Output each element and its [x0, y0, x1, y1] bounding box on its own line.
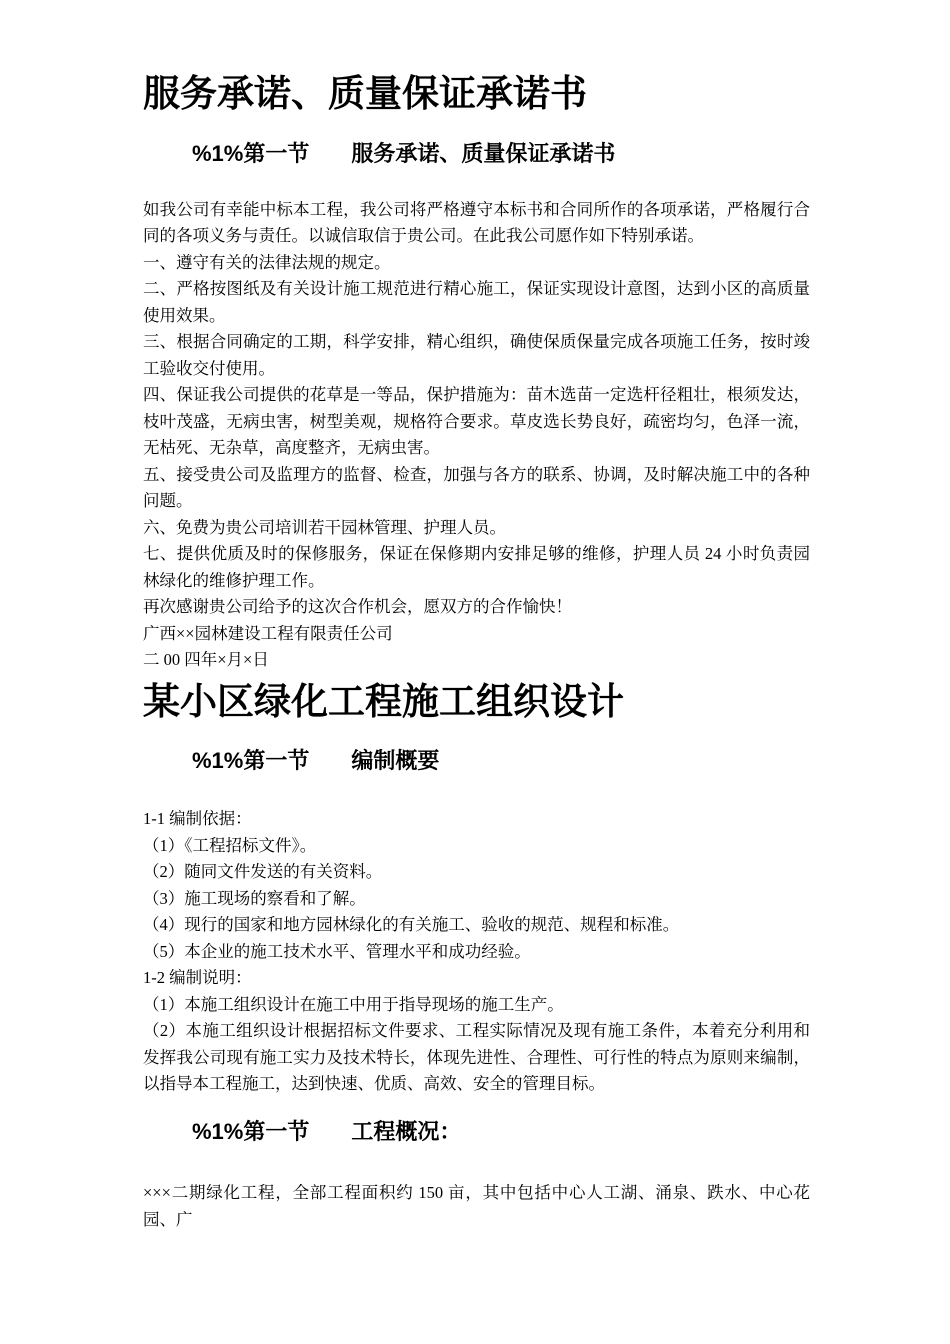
section-label: %1%第一节 [192, 748, 310, 774]
doc1-title: 服务承诺、质量保证承诺书 [143, 74, 587, 115]
paragraph: 六、免费为贵公司培训若干园林管理、护理人员。 [143, 517, 506, 537]
paragraph: 四、保证我公司提供的花草是一等品，保护措施为：苗木选苗一定选杆径粗壮，根须发达，枝叶茂盛，无病虫害，树型美观，规格符合要求。草皮选长势良好，疏密均匀，色泽一流，无枯死、无杂草，高度整齐，无病虫害。 [143, 385, 810, 458]
paragraph: 广西××园林建设工程有限责任公司 [143, 623, 393, 643]
paragraph: 1-2 编制说明： [143, 968, 252, 988]
paragraph: 五、接受贵公司及监理方的监督、检查，加强与各方的联系、协调，及时解决施工中的各种问题。 [143, 464, 810, 511]
paragraph: 七、提供优质及时的保修服务，保证在保修期内安排足够的维修，护理人员 24 小时负责园林绿化的维修护理工作。 [143, 544, 810, 590]
doc2-body [143, 806, 810, 1098]
doc2-overview [143, 1180, 810, 1233]
paragraph: 二、严格按图纸及有关设计施工规范进行精心施工，保证实现设计意图，达到小区的高质量使用效果。 [143, 279, 810, 325]
paragraph: （3）施工现场的察看和了解。 [143, 888, 366, 908]
section-label: %1%第一节 [192, 1118, 310, 1144]
section-label: %1%第一节 [192, 140, 310, 166]
doc1-section-heading [192, 140, 810, 169]
doc1-body [143, 197, 810, 674]
doc2-title: 某小区绿化工程施工组织设计 [143, 681, 624, 723]
section-title: 编制概要 [351, 748, 440, 774]
paragraph: 三、根据合同确定的工期，科学安排，精心组织，确使保质保量完成各项施工任务，按时竣工验收交付使用。 [143, 332, 810, 378]
paragraph: 再次感谢贵公司给予的这次合作机会，愿双方的合作愉快！ [143, 597, 572, 617]
paragraph: （5）本企业的施工技术水平、管理水平和成功经验。 [143, 941, 531, 961]
doc2-section2-heading [192, 1118, 810, 1147]
paragraph: ×××二期绿化工程，全部工程面积约 150 亩，其中包括中心人工湖、涌泉、跌水、中心花园、广 [143, 1183, 810, 1229]
doc2-section-heading [192, 747, 810, 776]
paragraph: （1）本施工组织设计在施工中用于指导现场的施工生产。 [143, 994, 564, 1014]
paragraph: 一、遵守有关的法律法规的规定。 [143, 252, 391, 272]
paragraph: 1-1 编制依据： [143, 809, 252, 829]
section-title: 服务承诺、质量保证承诺书 [351, 140, 616, 166]
section-title: 工程概况： [351, 1118, 462, 1144]
paragraph: （4）现行的国家和地方园林绿化的有关施工、验收的规范、规程和标准。 [143, 915, 680, 935]
paragraph: 二 00 四年×月×日 [143, 650, 269, 670]
paragraph: （2）本施工组织设计根据招标文件要求、工程实际情况及现有施工条件，本着充分利用和发挥我公司现有施工实力及技术特长，体现先进性、合理性、可行性的特点为原则来编制，以指导本工程施工，达到快速、优质、高效、安全的管理目标。 [143, 1021, 810, 1094]
paragraph: （1）《工程招标文件》。 [143, 835, 317, 855]
paragraph: （2）随同文件发送的有关资料。 [143, 862, 383, 882]
paragraph: 如我公司有幸能中标本工程，我公司将严格遵守本标书和合同所作的各项承诺，严格履行合同的各项义务与责任。以诚信取信于贵公司。在此我公司愿作如下特别承诺。 [143, 199, 810, 246]
